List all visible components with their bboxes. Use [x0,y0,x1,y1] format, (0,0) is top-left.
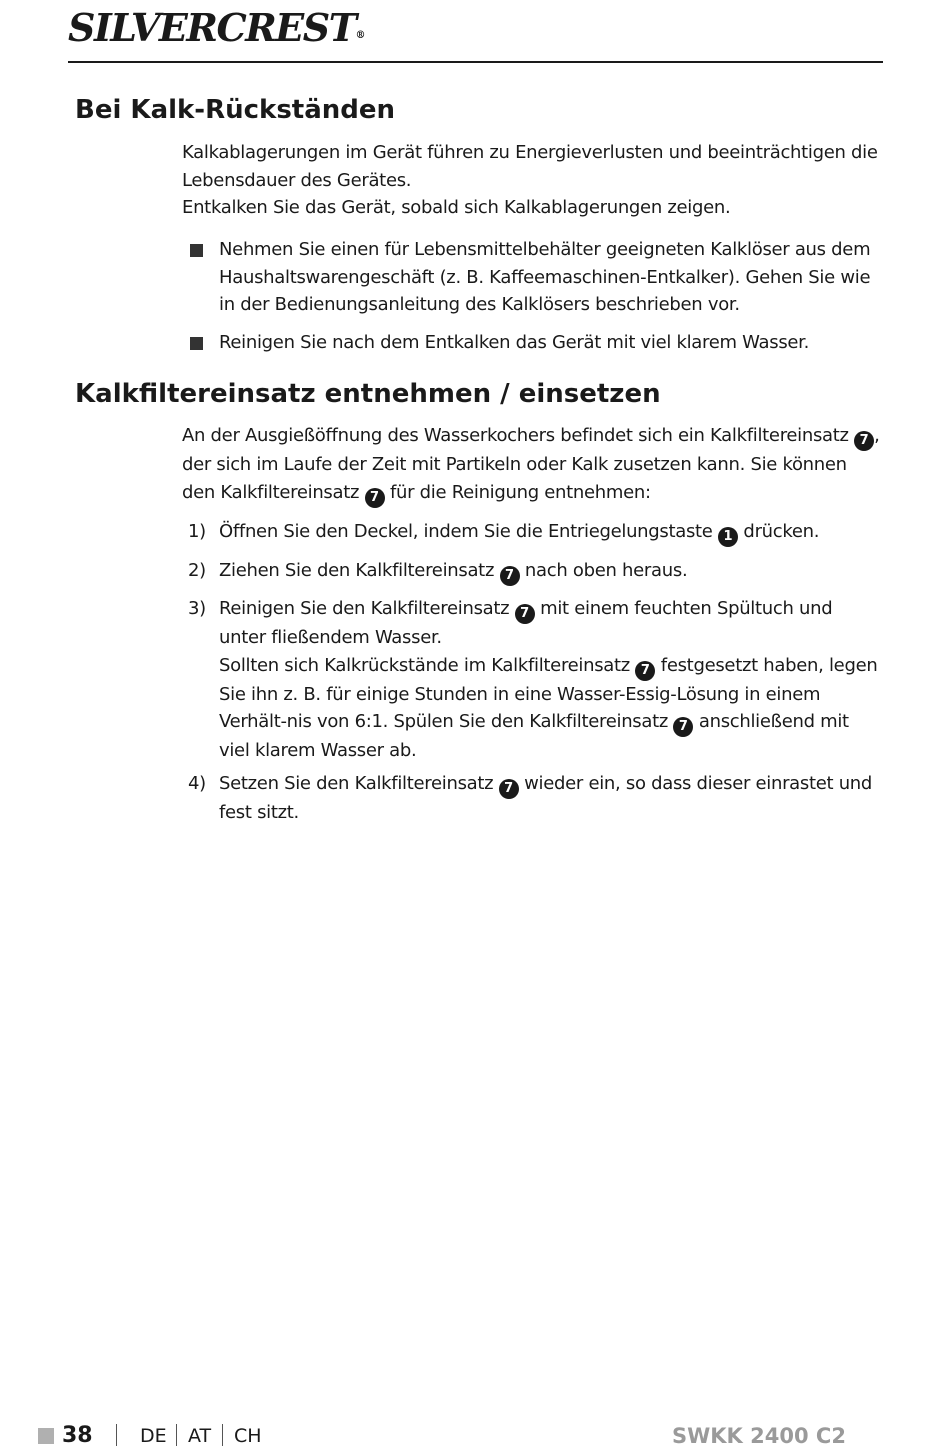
step-number: 4) [188,773,206,794]
filter-intro-text-c: für die Reinigung entnehmen: [384,481,651,503]
language-de: DE [140,1425,167,1447]
section-title-descaling: Bei Kalk-Rückständen [75,95,396,125]
bullet-square-icon [190,244,203,257]
brand-logo-part-b: CREST [216,5,356,50]
step-text-a: Setzen Sie den Kalkfiltereinsatz [219,773,499,794]
step-number: 3) [188,598,206,619]
filter-intro-text-a: An der Ausgießöffnung des Wasserkochers befindet sich ein Kalkfiltereinsatz [182,425,855,446]
step-text-b: drücken. [738,521,820,542]
list-item-text: Reinigen Sie nach dem Entkalken das Gerät mit viel klarem Wasser. [219,332,810,353]
part-reference-badge: 7 [515,604,535,624]
step-text-c: Sollten sich Kalkrückstände im Kalkfiltereinsatz [219,654,636,676]
step-text-a: Ziehen Sie den Kalkfiltereinsatz [219,560,500,581]
brand-logo-part-a: SILVER [68,5,217,50]
step-text-d: festgesetzt haben, legen Sie ihn z. B. für einige Stunden in eine Wasser-Essig-Lösung in einem Verhält-nis von 6:1. Spülen Sie den Kalkfiltereinsatz [219,654,878,732]
step-text-b: nach oben heraus. [519,560,688,581]
step-text [219,557,882,586]
part-reference-badge: 1 [718,527,738,547]
part-reference-badge: 7 [499,779,519,799]
filter-intro-text-b: , der sich im Laufe der Zeit mit Partikeln oder Kalk zusetzen kann. Sie können den Kalkfiltereinsatz [182,425,880,503]
part-reference-badge: 7 [854,431,874,451]
footer-divider [176,1424,177,1446]
list-item [188,236,882,319]
step-text-b: mit einem feuchten Spültuch und unter fließendem Wasser. [219,598,833,648]
section-title-limescale-filter: Kalkfiltereinsatz entnehmen / einsetzen [75,379,661,409]
step-text [219,770,882,827]
descaling-intro-1: Kalkablagerungen im Gerät führen zu Energieverlusten und beeinträchtigen die Lebensdauer des Gerätes. [182,142,878,191]
language-ch: CH [234,1425,262,1447]
step-text-b: wieder ein, so dass dieser einrastet und fest sitzt. [219,773,873,823]
step-item [188,595,882,765]
part-reference-badge: 7 [635,661,655,681]
footer-square-icon [38,1428,54,1444]
step-item [188,557,882,586]
footer-divider [116,1424,117,1446]
descaling-intro-2: Entkalken Sie das Gerät, sobald sich Kalkablagerungen zeigen. [182,197,731,218]
footer-divider [222,1424,223,1446]
part-reference-badge: 7 [500,566,520,586]
registered-mark: ® [355,30,366,41]
step-text-a: Reinigen Sie den Kalkfiltereinsatz [219,598,515,619]
bullet-square-icon [190,337,203,350]
model-number: SWKK 2400 C2 [672,1424,846,1448]
page-number: 38 [62,1423,93,1448]
list-item [188,329,882,357]
step-number: 2) [188,560,206,581]
step-text-e: anschließend mit viel klarem Wasser ab. [219,711,849,761]
language-at: AT [188,1425,212,1447]
step-item [188,770,882,827]
list-item-text: Nehmen Sie einen für Lebensmittelbehälter geeigneten Kalklöser aus dem Haushaltswarengeschäft (z. B. Kaffeemaschinen-Entkalker). Gehen Sie wie in der Bedienungsanleitung des Kalklösers beschrieben vor. [219,239,871,315]
header-rule [68,61,883,63]
step-text [219,518,882,547]
part-reference-badge: 7 [365,488,385,508]
step-text-a: Öffnen Sie den Deckel, indem Sie die Entriegelungstaste [219,521,719,542]
filter-intro [182,422,882,508]
brand-logo [68,4,365,52]
step-item [188,518,882,547]
step-number: 1) [188,521,206,542]
part-reference-badge: 7 [673,717,693,737]
step-text [219,595,882,765]
